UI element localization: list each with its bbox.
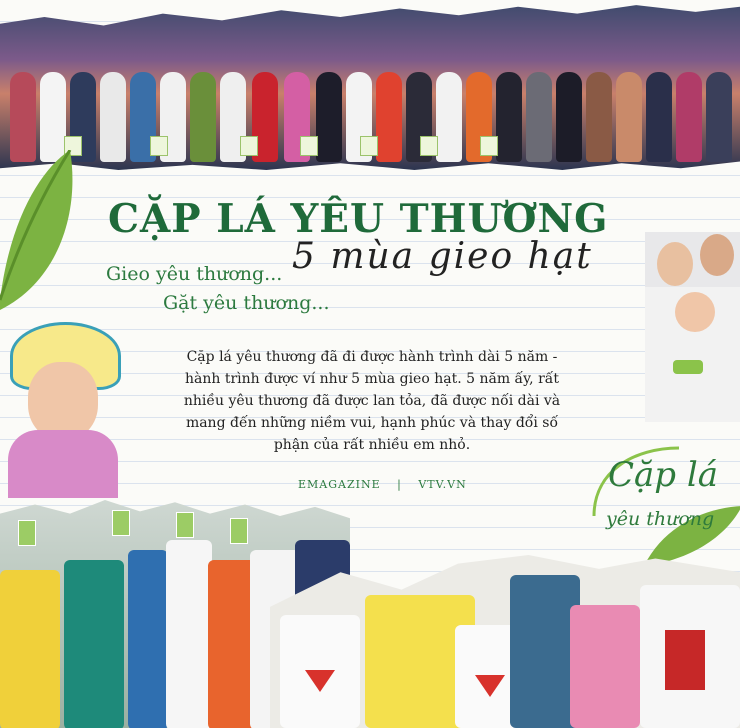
child (570, 605, 640, 728)
person (190, 72, 216, 162)
girl-photo-left (0, 318, 125, 498)
credit-vtv: VTV.VN (418, 478, 467, 491)
gift-bag (300, 136, 318, 156)
child (0, 570, 60, 728)
person (586, 72, 612, 162)
group-photo-bottom-right (270, 555, 740, 728)
person (100, 72, 126, 162)
face (657, 242, 693, 286)
shirt (8, 430, 118, 498)
person (616, 72, 642, 162)
credits-line (298, 478, 467, 491)
credit-separator: | (397, 478, 402, 491)
child-face (675, 292, 715, 332)
child (64, 560, 124, 728)
gift-bag (480, 136, 498, 156)
gift-card (18, 520, 36, 546)
credit-emagazine: EMAGAZINE (298, 478, 381, 491)
person (676, 72, 702, 162)
logo-text-sub: yêu thương (606, 508, 715, 530)
person (646, 72, 672, 162)
person (10, 72, 36, 162)
tagline-sow: Gieo yêu thương... (106, 263, 283, 285)
person (40, 72, 66, 162)
gift-card (673, 360, 703, 374)
leaf-decoration-icon (0, 150, 80, 320)
top-group-photo (0, 0, 740, 170)
couple-photo-right (645, 232, 740, 422)
person (496, 72, 522, 162)
gift-card (230, 518, 248, 544)
person (376, 72, 402, 162)
gift-bag (240, 136, 258, 156)
page-title: CẶP LÁ YÊU THƯƠNG (108, 196, 609, 242)
person (436, 72, 462, 162)
tagline-reap: Gặt yêu thương... (163, 292, 330, 314)
gift-bag (420, 136, 438, 156)
logo-text-main: Cặp lá (608, 455, 719, 495)
person (556, 72, 582, 162)
gift-card (176, 512, 194, 538)
intro-paragraph: Cặp lá yêu thương đã đi được hành trình dài 5 năm - hành trình được ví như 5 mùa gieo hạt. 5 năm ấy, rất nhiều yêu thương đã được lan tỏa, đã được nối dài và mang đến những niềm vui, hạnh phúc và thay đổi số phận của rất nhiều em nhỏ. (183, 349, 561, 453)
gift-card (112, 510, 130, 536)
face (28, 362, 98, 440)
person (706, 72, 732, 162)
child (166, 540, 212, 728)
gift-bag (150, 136, 168, 156)
person (526, 72, 552, 162)
gift-bag (360, 136, 378, 156)
face (700, 234, 734, 276)
person (316, 72, 342, 162)
child (128, 550, 168, 728)
script-subtitle: 5 mùa gieo hạt (292, 236, 593, 277)
red-scarf (665, 630, 705, 690)
